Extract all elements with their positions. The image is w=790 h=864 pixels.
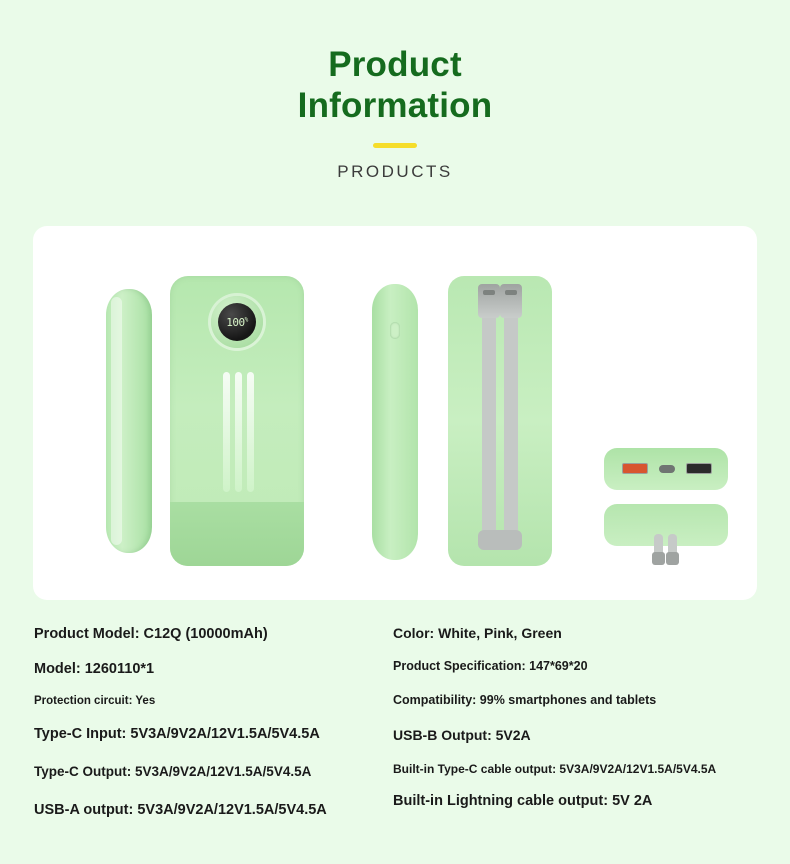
cable-base [478, 530, 522, 550]
spec-protection-circuit: Protection circuit: Yes [34, 695, 156, 707]
builtin-cable-right [504, 300, 518, 538]
spec-usb-a-output: USB-A output: 5V3A/9V2A/12V1.5A/5V4.5A [34, 802, 327, 818]
specification-section [0, 612, 790, 862]
page-title [0, 44, 790, 127]
led-strip [247, 372, 254, 492]
spec-compatibility: Compatibility: 99% smartphones and tablets [393, 693, 657, 707]
builtin-cable-left [482, 300, 496, 538]
page-title-line2: Information [297, 86, 493, 126]
spec-usb-b-output: USB-B Output: 5V2A [393, 727, 531, 743]
cable-plug-left-icon [478, 284, 500, 318]
front-lower-band [170, 502, 304, 566]
spec-product-model: Product Model: C12Q (10000mAh) [34, 626, 268, 642]
power-button-icon [390, 322, 400, 339]
usb-a-port-icon [622, 463, 648, 474]
page-header [0, 0, 790, 182]
product-side-view-button [372, 284, 418, 560]
spec-model-number: Model: 1260110*1 [34, 661, 155, 677]
title-divider [373, 143, 417, 148]
page-title-line1: Product [328, 45, 462, 84]
product-side-view-left [106, 289, 152, 553]
type-c-port-icon [659, 465, 675, 473]
cable-plug-right-icon [500, 284, 522, 318]
spec-type-c-output: Type-C Output: 5V3A/9V2A/12V1.5A/5V4.5A [34, 764, 312, 779]
led-strip [223, 372, 230, 492]
usb-a-port-secondary-icon [686, 463, 712, 474]
product-image-card [33, 226, 757, 600]
display-ring [211, 296, 263, 348]
product-bottom-view [604, 504, 728, 546]
bottom-plug-left-icon [652, 552, 665, 565]
product-image-stage [33, 226, 757, 600]
page-subtitle: PRODUCTS [337, 161, 453, 181]
spec-product-specification: Product Specification: 147*69*20 [393, 659, 588, 673]
spec-type-c-input: Type-C Input: 5V3A/9V2A/12V1.5A/5V4.5A [34, 726, 320, 742]
led-strip-group [214, 372, 262, 492]
product-back-view [448, 276, 552, 566]
led-strip [235, 372, 242, 492]
spec-builtin-type-c-output: Built-in Type-C cable output: 5V3A/9V2A/12V1.5A/5V4.5A [393, 762, 717, 776]
product-front-view [170, 276, 304, 566]
spec-color: Color: White, Pink, Green [393, 625, 562, 641]
spec-builtin-lightning-output: Built-in Lightning cable output: 5V 2A [393, 793, 653, 809]
battery-display [218, 303, 256, 341]
bottom-plug-right-icon [666, 552, 679, 565]
battery-percentage: 100% [226, 315, 248, 329]
product-top-ports-view [604, 448, 728, 490]
